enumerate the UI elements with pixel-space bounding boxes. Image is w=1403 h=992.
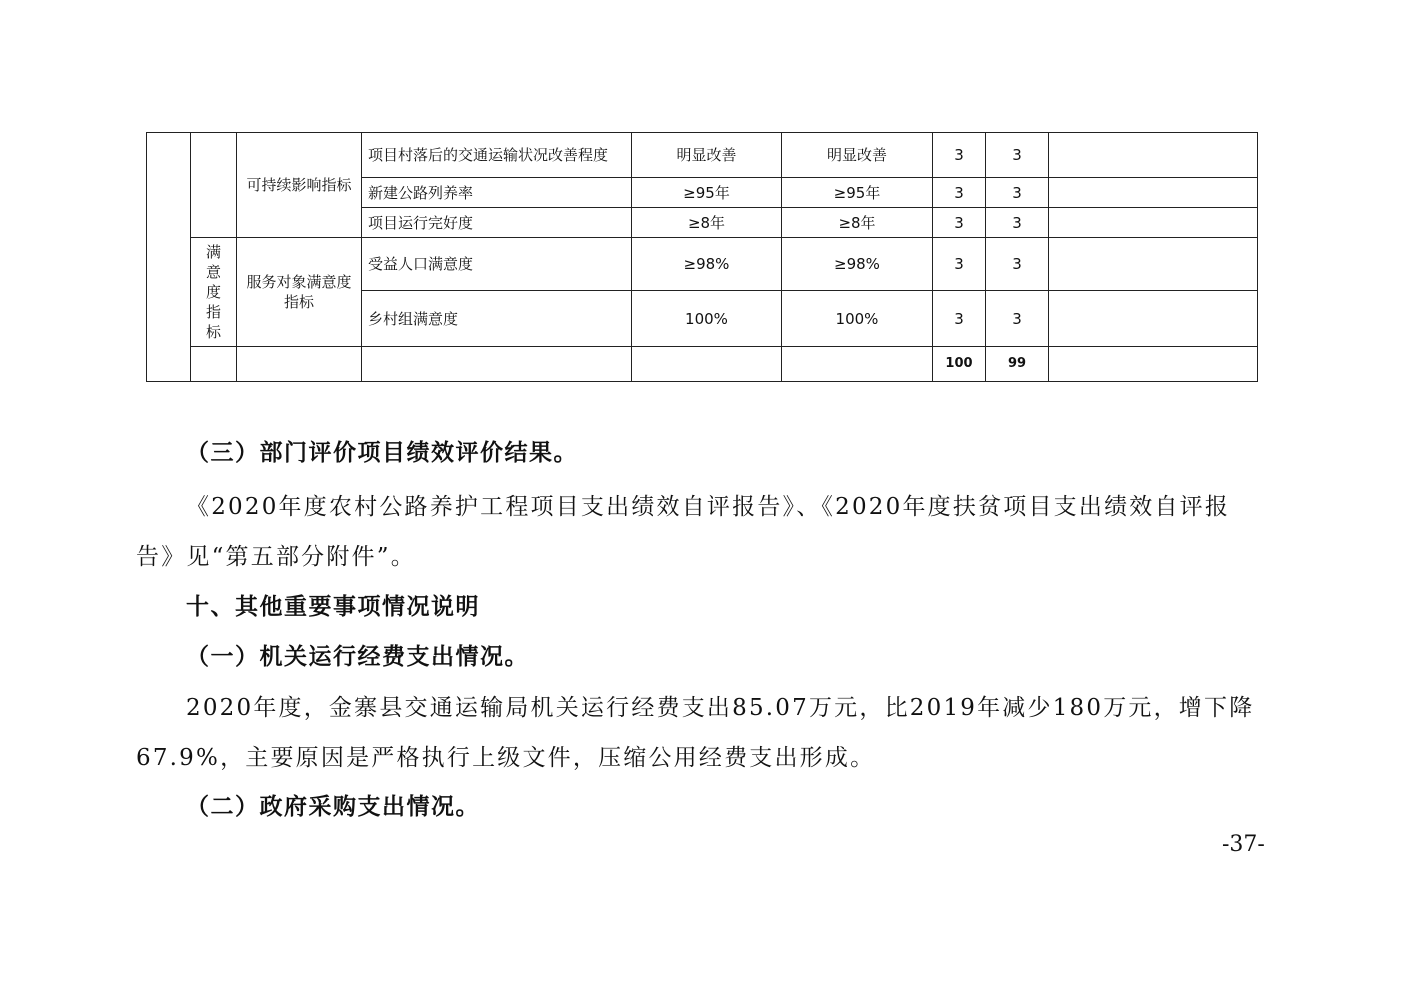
table-row xyxy=(147,133,1258,178)
empty-cell xyxy=(632,347,782,382)
total-row xyxy=(147,347,1258,382)
empty-cell xyxy=(237,347,362,382)
sub1-heading: （一）机关运行经费支出情况。 xyxy=(186,644,529,670)
empty-cell xyxy=(782,347,933,382)
score-cell: 3 xyxy=(986,133,1049,178)
weight-cell: 3 xyxy=(933,291,986,347)
section10-heading: 十、其他重要事项情况说明 xyxy=(186,594,480,620)
first-level-cell xyxy=(147,133,191,382)
actual-cell: 明显改善 xyxy=(782,133,933,178)
category-satisfaction: 满 意 度 指 标 xyxy=(191,238,237,347)
total-weight: 100 xyxy=(933,347,986,382)
section3-line1: 《2020年度农村公路养护工程项目支出绩效自评报告》、《2020年度扶贫项目支出绩效自评报 xyxy=(186,494,1231,520)
note-cell xyxy=(1049,238,1258,291)
score-cell: 3 xyxy=(986,238,1049,291)
section3-heading: （三）部门评价项目绩效评价结果。 xyxy=(186,440,578,466)
score-cell: 3 xyxy=(986,208,1049,238)
empty-cell xyxy=(362,347,632,382)
target-cell: 100% xyxy=(632,291,782,347)
empty-cell xyxy=(1049,347,1258,382)
note-cell xyxy=(1049,178,1258,208)
actual-cell: ≥98% xyxy=(782,238,933,291)
note-cell xyxy=(1049,208,1258,238)
total-score: 99 xyxy=(986,347,1049,382)
sub2-heading: （二）政府采购支出情况。 xyxy=(186,794,480,820)
weight-cell: 3 xyxy=(933,133,986,178)
section3-line2: 告》见“第五部分附件”。 xyxy=(136,544,416,570)
actual-cell: 100% xyxy=(782,291,933,347)
sub1-line2: 67.9%，主要原因是严格执行上级文件，压缩公用经费支出形成。 xyxy=(136,745,876,771)
target-cell: 明显改善 xyxy=(632,133,782,178)
target-cell: ≥8年 xyxy=(632,208,782,238)
indicator-cell: 新建公路列养率 xyxy=(362,178,632,208)
indicator-cell: 项目运行完好度 xyxy=(362,208,632,238)
indicator-cell: 项目村落后的交通运输状况改善程度 xyxy=(362,133,632,178)
performance-table xyxy=(146,132,1258,382)
target-cell: ≥95年 xyxy=(632,178,782,208)
score-cell: 3 xyxy=(986,178,1049,208)
actual-cell: ≥95年 xyxy=(782,178,933,208)
note-cell xyxy=(1049,291,1258,347)
page-number: -37- xyxy=(1222,832,1265,857)
indicator-cell: 受益人口满意度 xyxy=(362,238,632,291)
score-cell: 3 xyxy=(986,291,1049,347)
indicator-cell: 乡村组满意度 xyxy=(362,291,632,347)
weight-cell: 3 xyxy=(933,238,986,291)
actual-cell: ≥8年 xyxy=(782,208,933,238)
group-service: 服务对象满意度指标 xyxy=(237,238,362,347)
table-row xyxy=(147,238,1258,291)
sub1-line1: 2020年度，金寨县交通运输局机关运行经费支出85.07万元，比2019年减少180万元，增下降 xyxy=(186,695,1255,721)
weight-cell: 3 xyxy=(933,178,986,208)
weight-cell: 3 xyxy=(933,208,986,238)
group-sustainable: 可持续影响指标 xyxy=(237,133,362,238)
empty-cell xyxy=(191,347,237,382)
second-level-cell xyxy=(191,133,237,238)
note-cell xyxy=(1049,133,1258,178)
target-cell: ≥98% xyxy=(632,238,782,291)
